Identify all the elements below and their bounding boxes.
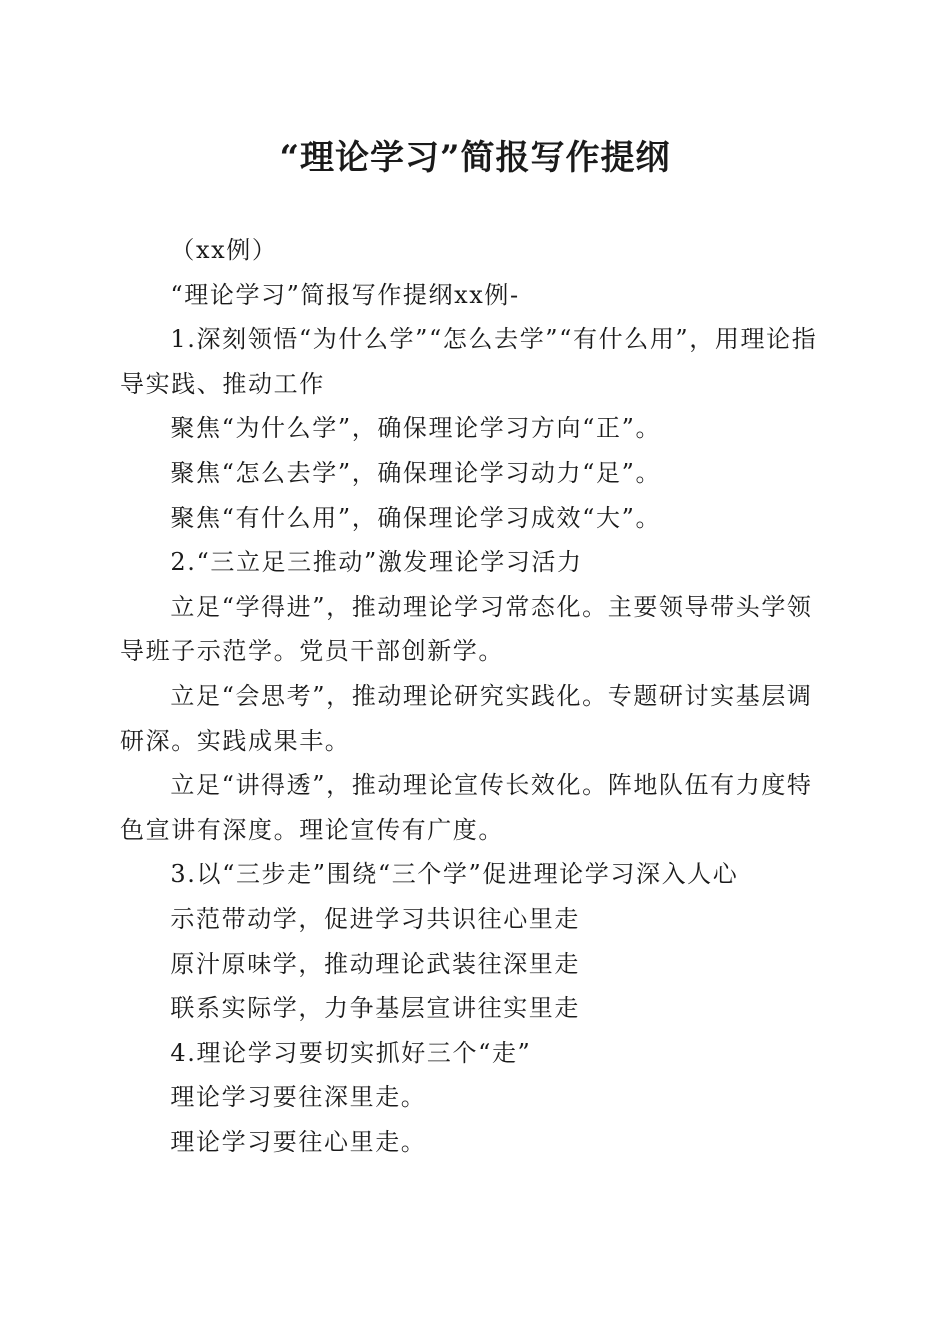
paragraph: 理论学习要往心里走。 <box>170 1127 427 1156</box>
document-body <box>120 228 826 1164</box>
section-heading-4: 4.理论学习要切实抓好三个“走” <box>170 1038 532 1067</box>
paragraph: 原汁原味学，推动理论武装往深里走 <box>170 949 580 978</box>
section-heading-1: 1.深刻领悟“为什么学”“怎么去学”“有什么用”，用理论指导实践、推动工作 <box>120 325 818 398</box>
section-heading-2: 2.“三立足三推动”激发理论学习活力 <box>170 548 583 577</box>
paragraph: 示范带动学，促进学习共识往心里走 <box>170 904 580 933</box>
document-title: “理论学习”简报写作提纲 <box>279 138 671 178</box>
section-heading-3: 3.以“三步走”围绕“三个学”促进理论学习深入人心 <box>170 860 739 889</box>
paragraph: 立足“学得进”，推动理论学习常态化。主要领导带头学领导班子示范学。党员干部创新学。 <box>120 592 813 666</box>
paragraph: 立足“会思考”，推动理论研究实践化。专题研讨实基层调研深。实践成果丰。 <box>120 681 813 755</box>
paragraph: 聚焦“为什么学”，确保理论学习方向“正”。 <box>170 414 662 443</box>
paragraph: 立足“讲得透”，推动理论宣传长效化。阵地队伍有力度特色宣讲有深度。理论宣传有广度。 <box>120 771 813 844</box>
paragraph-note: （xx例） <box>170 236 278 264</box>
paragraph: 聚焦“怎么去学”，确保理论学习动力“足”。 <box>170 458 662 487</box>
paragraph: 联系实际学，力争基层宣讲往实里走 <box>170 994 580 1023</box>
paragraph: 聚焦“有什么用”，确保理论学习成效“大”。 <box>170 503 662 532</box>
paragraph-subtitle: “理论学习”简报写作提纲xx例- <box>170 280 520 309</box>
paragraph: 理论学习要往深里走。 <box>170 1083 427 1112</box>
